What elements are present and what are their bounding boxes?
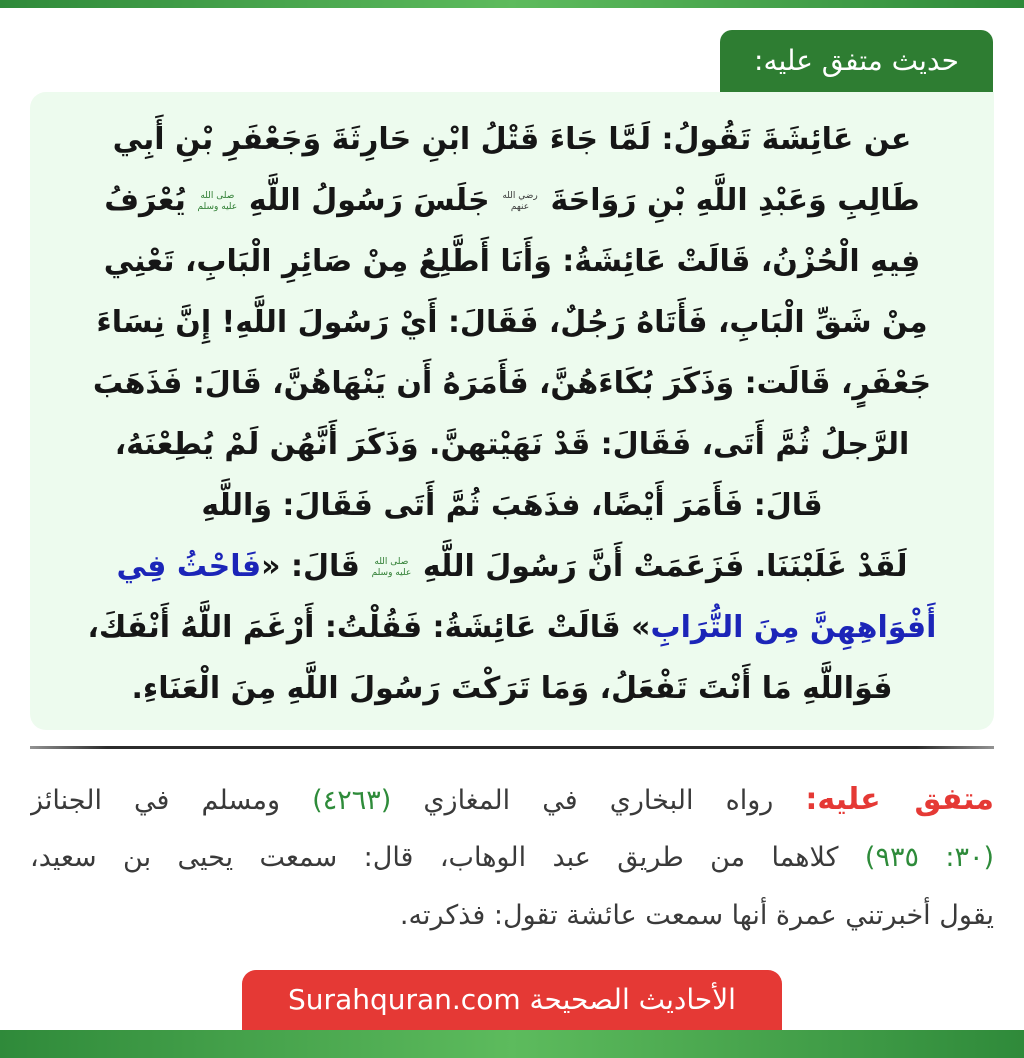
- source-text: ومسلم في الجنائز: [30, 785, 281, 816]
- source-line-1: [30, 771, 994, 829]
- hadith-text: قَالَ: فَأَمَرَ أَيْضًا، فذَهَبَ ثُمَّ أَتَى فَقَالَ: وَاللَّهِ: [201, 488, 823, 523]
- source-label: متفق عليه:: [805, 782, 994, 817]
- hadith-text: طَالِبِ وَعَبْدِ اللَّهِ بْنِ رَوَاحَةَ: [550, 183, 920, 218]
- site-brand-banner: [242, 970, 782, 1030]
- salla-allahu-alayhi-wasallam-honorific: صلى الله عليه وسلم: [371, 557, 412, 578]
- hadith-text: يُعْرَفُ: [104, 183, 186, 218]
- muslim-reference-number: (٣٠: ٩٣٥): [864, 842, 994, 873]
- hadith-line-2: [52, 170, 972, 231]
- hadith-line-4: [52, 292, 972, 353]
- source-line-2: [30, 829, 994, 887]
- hadith-line-1: [52, 109, 972, 170]
- hadith-text: جَعْفَرٍ، قَالَت: وَذَكَرَ بُكَاءَهُنَّ، فَأَمَرَهُ أَن يَنْهَاهُنَّ، قَالَ: فَذَهَبَ: [92, 366, 932, 401]
- hadith-text: الرَّجلُ ثُمَّ أَتَى، فَقَالَ: قَدْ نَهَيْتهنَّ. وَذَكَرَ أَنَّهُن لَمْ يُطِعْنَهُ،: [114, 427, 910, 462]
- bottom-green-bar: [0, 1030, 1024, 1058]
- source-text: كلاهما من طريق عبد الوهاب، قال: سمعت يحيى بن سعيد،: [30, 842, 839, 873]
- hadith-line-7: [52, 475, 972, 536]
- hadith-line-10: [52, 658, 972, 719]
- hadith-text: جَلَسَ رَسُولُ اللَّهِ: [248, 183, 490, 218]
- brand-site-name: Surahquran.com: [288, 983, 521, 1016]
- brand-section-name: الأحاديث الصحيحة: [529, 983, 736, 1016]
- salla-allahu-alayhi-wasallam-honorific: صلى الله عليه وسلم: [197, 191, 238, 212]
- source-reference: [30, 771, 994, 945]
- hadith-text: عن عَائِشَةَ تَقُولُ: لَمَّا جَاءَ قَتْلُ ابْنِ حَارِثَةَ وَجَعْفَرِ بْنِ أَبِي: [112, 122, 912, 157]
- hadith-line-3: [52, 231, 972, 292]
- radiyallahu-anhum-honorific: رضي الله عنهم: [502, 191, 538, 212]
- hadith-text: مِنْ شَقِّ الْبَابِ، فَأَتَاهُ رَجُلٌ، فَقَالَ: أَيْ رَسُولَ اللَّهِ! إِنَّ نِسَاءَ: [96, 305, 928, 340]
- hadith-line-9: [52, 597, 972, 658]
- hadith-text: فِيهِ الْحُزْنُ، قَالَتْ عَائِشَةُ: وَأَنَا أَطَّلِعُ مِنْ صَائِرِ الْبَابِ، تَعْنِي: [103, 244, 921, 279]
- hadith-text: قَالَ: «: [261, 549, 360, 584]
- hadith-line-5: [52, 353, 972, 414]
- hadith-text: فَوَاللَّهِ مَا أَنْتَ تَفْعَلُ، وَمَا تَرَكْتَ رَسُولَ اللَّهِ مِنَ الْعَنَاءِ.: [131, 671, 893, 706]
- divider-line: [30, 746, 994, 749]
- hadith-text-box: [30, 92, 994, 730]
- prophet-quote-text: فَاحْثُ فِي: [116, 549, 262, 584]
- hadith-line-6: [52, 414, 972, 475]
- top-green-bar: [0, 0, 1024, 8]
- source-line-3: [30, 887, 994, 945]
- source-text: يقول أخبرتني عمرة أنها سمعت عائشة تقول: فذكرته.: [399, 900, 994, 931]
- bukhari-reference-number: (٤٢٦٣): [312, 785, 392, 816]
- prophet-quote-text: أَفْوَاهِهِنَّ مِنَ التُّرَابِ: [650, 610, 937, 645]
- source-text: رواه البخاري في المغازي: [423, 785, 774, 816]
- hadith-line-8: [52, 536, 972, 597]
- hadith-text: » قَالَتْ عَائِشَةُ: فَقُلْتُ: أَرْغَمَ اللَّهُ أَنْفَكَ،: [87, 610, 651, 645]
- hadith-text: لَقَدْ غَلَبْنَنَا. فَزَعَمَتْ أَنَّ رَسُولَ اللَّهِ: [422, 549, 908, 584]
- hadith-type-label: حديث متفق عليه:: [720, 30, 993, 92]
